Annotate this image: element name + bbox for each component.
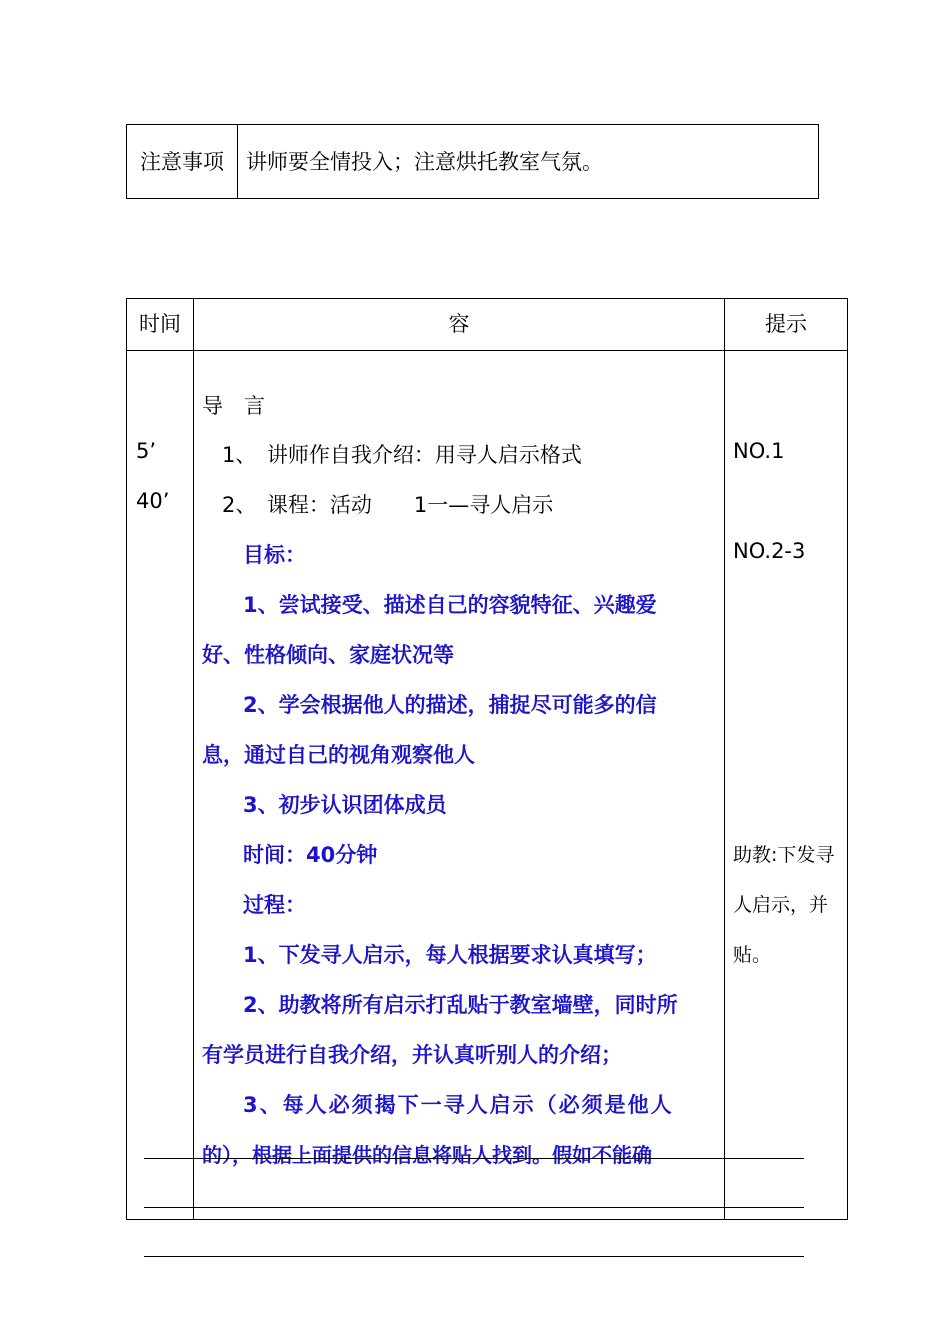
rule-line-2 (144, 1207, 804, 1208)
rule-line-3 (144, 1256, 804, 1257)
goal-1-line-1: 1、尝试接受、描述自己的容貌特征、兴趣爱 (243, 593, 657, 617)
section-title: 导 言 (202, 394, 265, 418)
column-divider-time (193, 299, 194, 1219)
agenda-item-1: 1、 讲师作自我介绍：用寻人启示格式 (222, 443, 582, 467)
header-divider (127, 350, 847, 351)
time-5: 5’ (136, 439, 157, 463)
hint-no1: NO.1 (733, 439, 785, 463)
hint-assist-line-2: 人启示，并 (733, 894, 829, 916)
step-3-line-2: 的），根据上面提供的信息将贴人找到。假如不能确 (202, 1143, 652, 1167)
header-time: 时间 (139, 312, 181, 336)
hint-assist-line-3: 贴。 (733, 944, 772, 966)
time-40: 40’ (136, 489, 170, 513)
goal-1-line-2: 好、性格倾向、家庭状况等 (202, 643, 454, 667)
goal-label: 目标： (243, 543, 306, 567)
notice-text: 讲师要全情投入；注意烘托教室气氛。 (246, 150, 603, 174)
header-content: 容 (448, 312, 470, 336)
column-divider-hint (724, 299, 725, 1219)
rule-line-1 (144, 1158, 804, 1159)
step-2-line-1: 2、助教将所有启示打乱贴于教室墙壁，同时所 (243, 993, 678, 1017)
step-2-line-2: 有学员进行自我介绍，并认真听别人的介绍； (202, 1043, 622, 1067)
step-3-line-1: 3、每人必须揭下一寻人启示（必须是他人 (243, 1093, 674, 1117)
goal-2-line-1: 2、学会根据他人的描述，捕捉尽可能多的信 (243, 693, 657, 717)
notice-label: 注意事项 (127, 125, 238, 198)
notice-table (126, 124, 819, 199)
agenda-item-2: 2、 课程：活动 1一—寻人启示 (222, 493, 554, 517)
hint-no2-3: NO.2-3 (733, 539, 806, 563)
lesson-table (126, 298, 848, 1220)
step-1: 1、下发寻人启示，每人根据要求认真填写； (243, 943, 657, 967)
process-label: 过程： (243, 893, 306, 917)
goal-2-line-2: 息，通过自己的视角观察他人 (202, 743, 475, 767)
goal-3: 3、初步认识团体成员 (243, 793, 447, 817)
header-hint: 提示 (765, 312, 807, 336)
hint-assist-line-1: 助教:下发寻 (733, 844, 835, 866)
time-label: 时间：40分钟 (243, 843, 378, 867)
